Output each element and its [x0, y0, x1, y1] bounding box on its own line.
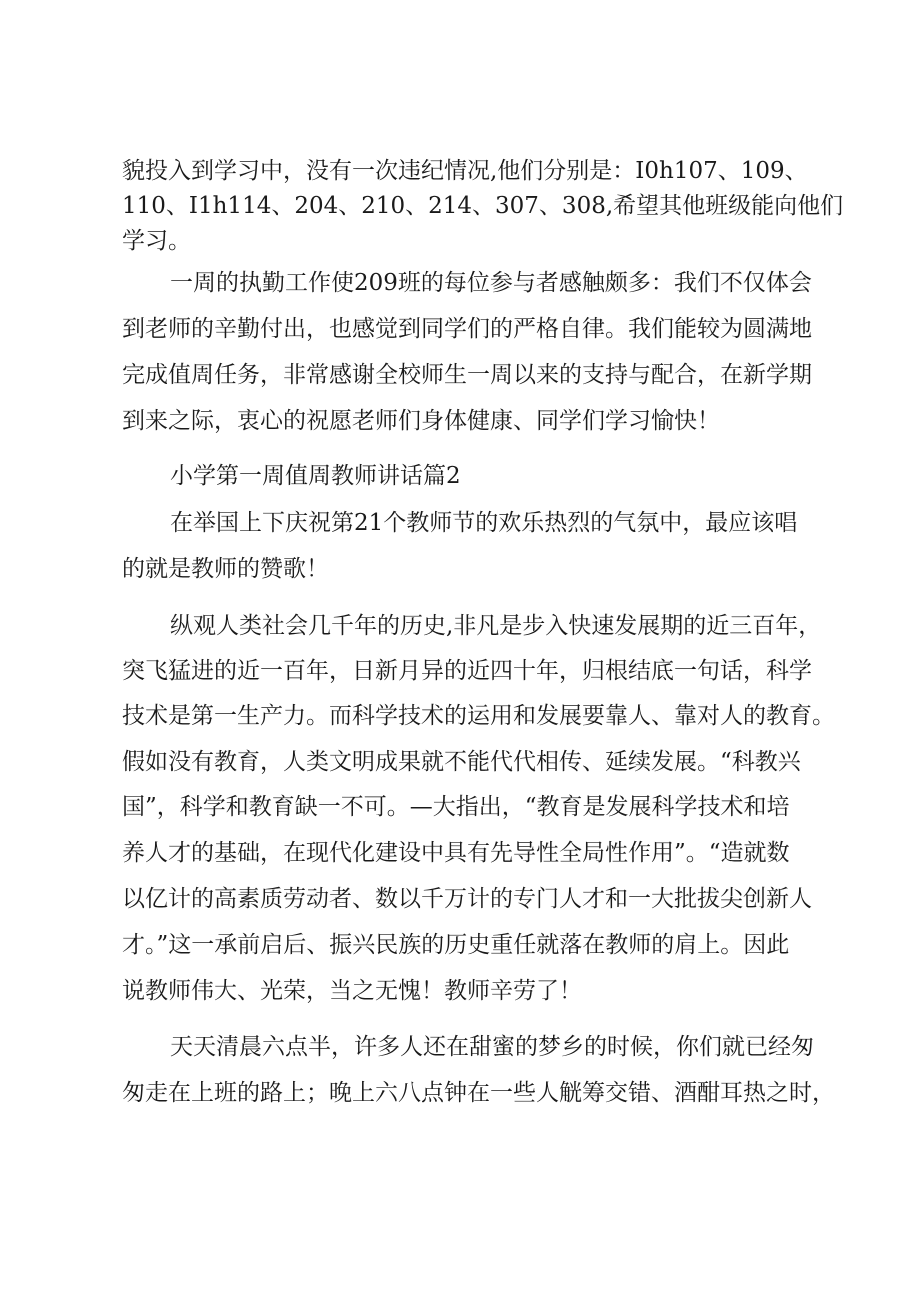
paragraph-4-line-3: 技术是第一生产力。而科学技术的运用和发展要靠人、靠对人的教育。: [122, 703, 835, 729]
paragraph-4-line-5: 国”，科学和教育缺一不可。—大指出，“教育是发展科学技术和培: [122, 794, 790, 820]
paragraph-4-line-6: 养人才的基础，在现代化建设中具有先导性全局性作用”。“造就数: [122, 840, 790, 866]
paragraph-4-line-1: 纵观人类社会几千年的历史,非凡是步入快速发展期的近三百年，: [170, 613, 822, 639]
paragraph-3-line-2: 的就是教师的赞歌！: [122, 556, 329, 582]
paragraph-2-line-4: 到来之际，衷心的祝愿老师们身体健康、同学们学习愉快！: [122, 408, 720, 434]
paragraph-3-line-1: 在举国上下庆祝第21个教师节的欢乐热烈的气氛中，最应该唱: [170, 510, 798, 536]
paragraph-2-line-3: 完成值周任务，非常感谢全校师生一周以来的支持与配合，在新学期: [122, 362, 812, 388]
paragraph-4-line-9: 说教师伟大、光荣，当之无愧！教师辛劳了！: [122, 978, 582, 1004]
paragraph-5-line-1: 天天清晨六点半，许多人还在甜蜜的梦乡的时候，你们就已经匆: [170, 1034, 814, 1060]
section-title: 小学第一周值周教师讲话篇2: [170, 463, 461, 489]
paragraph-4-line-4: 假如没有教育，人类文明成果就不能代代相传、延续发展。“科教兴: [122, 749, 801, 775]
paragraph-1-line-1: 貌投入到学习中，没有一次违纪情况,他们分别是：I0h107、109、: [122, 158, 808, 184]
paragraph-4-line-2: 突飞猛进的近一百年，日新月异的近四十年，归根结底一句话，科学: [122, 658, 812, 684]
paragraph-1-line-2: 110、I1h114、204、210、214、307、308,希望其他班级能向他们: [122, 193, 844, 219]
paragraph-1-line-3: 学习。: [122, 228, 191, 254]
paragraph-4-line-8: 才。”这一承前启后、振兴民族的历史重任就落在教师的肩上。因此: [122, 932, 790, 958]
paragraph-4-line-7: 以亿计的高素质劳动者、数以千万计的专门人才和一大批拔尖创新人: [122, 886, 812, 912]
paragraph-2-line-2: 到老师的辛勤付出，也感觉到同学们的严格自律。我们能较为圆满地: [122, 316, 812, 342]
paragraph-5-line-2: 匆走在上班的路上；晚上六八点钟在一些人觥筹交错、酒酣耳热之时，: [122, 1080, 835, 1106]
paragraph-2-line-1: 一周的执勤工作使209班的每位参与者感触颇多：我们不仅体会: [170, 270, 812, 296]
